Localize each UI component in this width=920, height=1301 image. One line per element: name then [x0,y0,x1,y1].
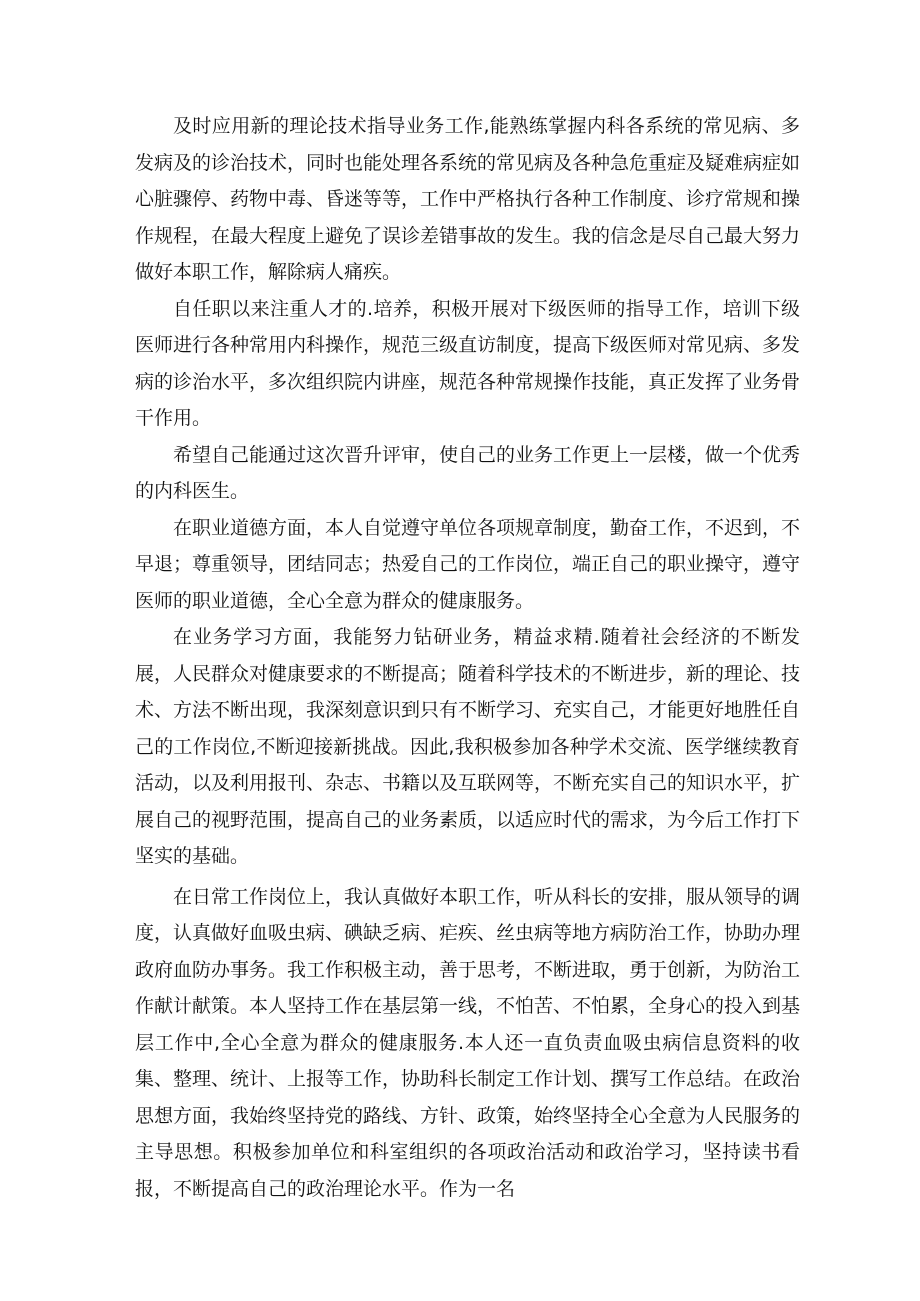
paragraph-professional-study: 在业务学习方面，我能努力钻研业务，精益求精.随着社会经济的不断发展，人民群众对健康要求的不断提高；随着科学技术的不断进步，新的理论、技术、方法不断出现，我深刻意识到只有不断学习、充实自己，才能更好地胜任自己的工作岗位,不断迎接新挑战。因此,我积极参加各种学术交流、医学继续教育活动，以及利用报刊、杂志、书籍以及互联网等，不断充实自己的知识水平，扩展自己的视野范围，提高自己的业务素质，以适应时代的需求，为今后工作打下坚实的基础。 [135,626,801,867]
document-body [135,108,800,1207]
paragraph-promotion-hope: 希望自己能通过这次晋升评审，使自己的业务工作更上一层楼，做一个优秀的内科医生。 [135,443,801,502]
paragraph-talent-training: 自任职以来注重人才的.培养，积极开展对下级医师的指导工作，培训下级医师进行各种常用内科操作，规范三级直访制度，提高下级医师对常见病、多发病的诊治水平，多次组织院内讲座，规范各种常规操作技能，真正发挥了业务骨干作用。 [135,297,801,429]
paragraph-professional-ethics: 在职业道德方面，本人自觉遵守单位各项规章制度，勤奋工作，不迟到，不早退；尊重领导，团结同志；热爱自己的工作岗位，端正自己的职业操守，遵守医师的职业道德，全心全意为群众的健康服务。 [135,516,801,612]
paragraph-daily-work: 在日常工作岗位上，我认真做好本职工作，听从科长的安排，服从领导的调度，认真做好血吸虫病、碘缺乏病、疟疾、丝虫病等地方病防治工作，协助办理政府血防办事务。我工作积极主动，善于思考，不断进取，勇于创新，为防治工作献计献策。本人坚持工作在基层第一线，不怕苦、不怕累，全身心的投入到基层工作中,全心全意为群众的健康服务.本人还一直负责血吸虫病信息资料的收集、整理、统计、上报等工作，协助科长制定工作计划、撰写工作总结。在政治思想方面，我始终坚持党的路线、方针、政策，始终坚持全心全意为人民服务的主导思想。积极参加单位和科室组织的各项政治活动和政治学习，坚持读书看报，不断提高自己的政治理论水平。作为一名 [135,885,801,1200]
paragraph-clinical-skills: 及时应用新的理论技术指导业务工作,能熟练掌握内科各系统的常见病、多发病及的诊治技术，同时也能处理各系统的常见病及各种急危重症及疑难病症如心脏骤停、药物中毒、昏迷等等，工作中严格执行各种工作制度、诊疗常规和操作规程，在最大程度上避免了误诊差错事故的发生。我的信念是尽自己最大努力做好本职工作，解除病人痛疾。 [135,115,801,283]
